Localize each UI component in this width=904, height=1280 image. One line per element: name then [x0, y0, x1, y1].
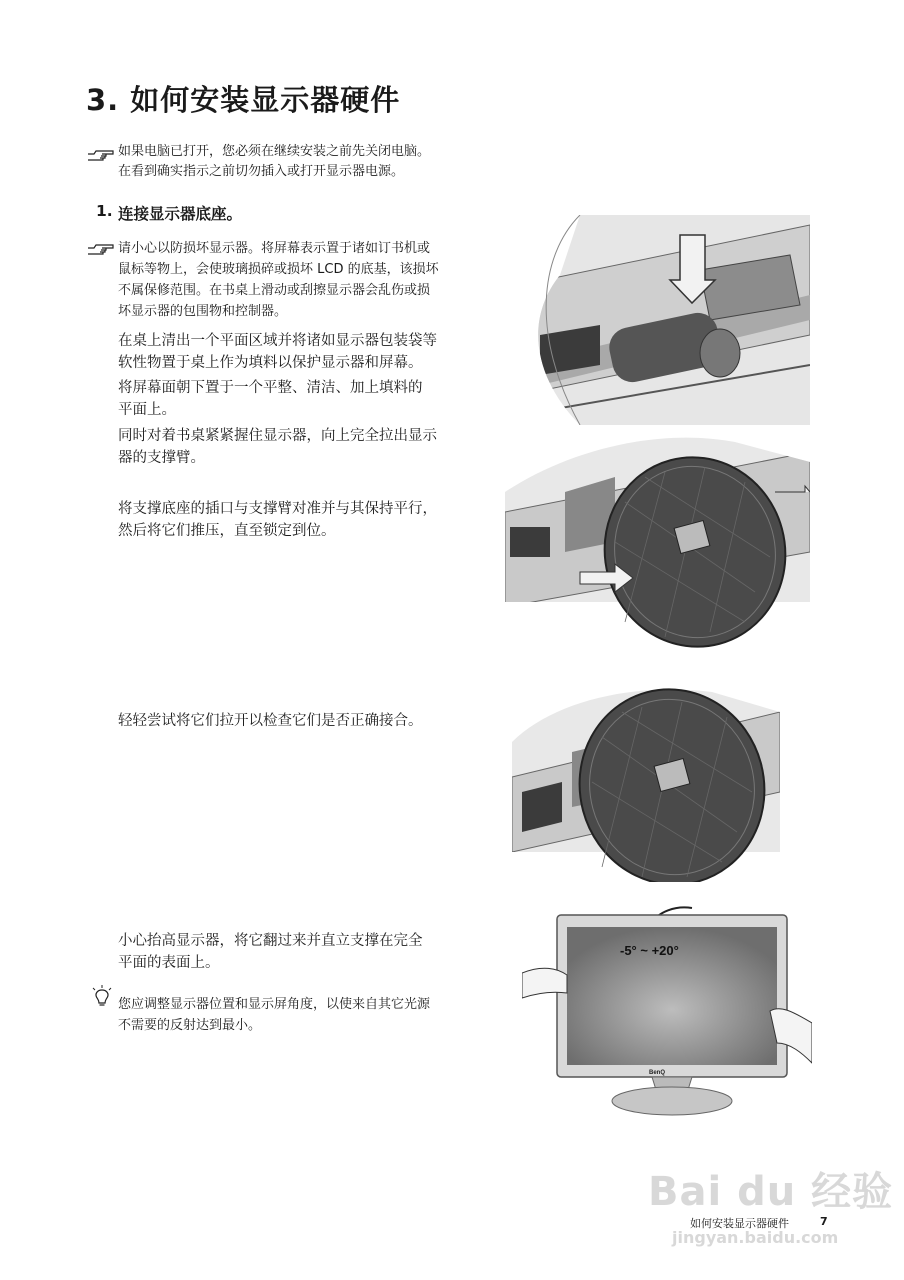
- paragraph-line: 将支撑底座的插口与支撑臂对准并与其保持平行，: [118, 501, 437, 517]
- pointing-hand-icon: [86, 240, 116, 258]
- instruction-paragraph: [118, 425, 498, 469]
- step-number: 1.: [96, 202, 113, 220]
- step-title: 连接显示器底座。: [118, 205, 243, 223]
- page-title: 3. 如何安装显示器硬件: [86, 83, 401, 117]
- paragraph-line: 轻轻尝试将它们拉开以检查它们是否正确接合。: [118, 713, 423, 729]
- caution-note: [118, 238, 498, 322]
- brand-label: BenQ: [649, 1070, 666, 1076]
- caution-note-line: 坏显示器的包围物和控制器。: [118, 304, 288, 319]
- instruction-paragraph: [118, 330, 498, 374]
- intro-note-line: 如果电脑已打开，您必须在继续安装之前先关闭电脑。: [118, 144, 431, 159]
- instruction-paragraph: [118, 710, 498, 732]
- paragraph-line: 器的支撑臂。: [118, 450, 205, 466]
- lightbulb-icon: [90, 984, 114, 1010]
- watermark-url: jingyan.baidu.com: [672, 1228, 839, 1247]
- paragraph-line: 将屏幕面朝下置于一个平整、清洁、加上填料的: [118, 380, 423, 396]
- watermark-logo: Bai du 经验: [648, 1169, 894, 1215]
- instruction-paragraph: [118, 377, 498, 421]
- intro-note: [118, 142, 498, 182]
- tilt-angle-label: -5° ~ +20°: [620, 943, 679, 958]
- paragraph-line: 平面的表面上。: [118, 955, 220, 971]
- caution-note-line: 不属保修范围。在书桌上滑动或刮擦显示器会乱伤或损: [118, 283, 431, 298]
- illustration-attach-base: [505, 432, 810, 650]
- paragraph-line: 同时对着书桌紧紧握住显示器，向上完全拉出显示: [118, 428, 437, 444]
- paragraph-line: 软性物置于桌上作为填料以保护显示器和屏幕。: [118, 355, 423, 371]
- tip-note: [118, 994, 498, 1036]
- tip-note-line: 您应调整显示器位置和显示屏角度，以使来自其它光源: [118, 997, 431, 1012]
- pointing-hand-icon: [86, 146, 116, 164]
- illustration-check-base: [512, 682, 780, 882]
- caution-note-line: 请小心以防损坏显示器。将屏幕表示置于诸如订书机或: [118, 241, 431, 256]
- page-number: 7: [820, 1215, 828, 1228]
- paragraph-line: 在桌上清出一个平面区域并将诸如显示器包装袋等: [118, 333, 437, 349]
- illustration-upright-monitor: [522, 893, 812, 1138]
- paragraph-line: 然后将它们推压，直至锁定到位。: [118, 523, 336, 539]
- illustration-pull-stand-arm: [520, 215, 810, 425]
- footer-section-title: 如何安装显示器硬件: [690, 1217, 789, 1230]
- tip-note-line: 不需要的反射达到最小。: [118, 1018, 262, 1033]
- instruction-paragraph: [118, 930, 498, 974]
- intro-note-line: 在看到确实指示之前切勿插入或打开显示器电源。: [118, 164, 405, 179]
- caution-note-line: 鼠标等物上，会使玻璃损碎或损坏 LCD 的底基，该损坏: [118, 262, 439, 277]
- paragraph-line: 平面上。: [118, 402, 176, 418]
- paragraph-line: 小心抬高显示器，将它翻过来并直立支撑在完全: [118, 933, 423, 949]
- instruction-paragraph: [118, 498, 498, 542]
